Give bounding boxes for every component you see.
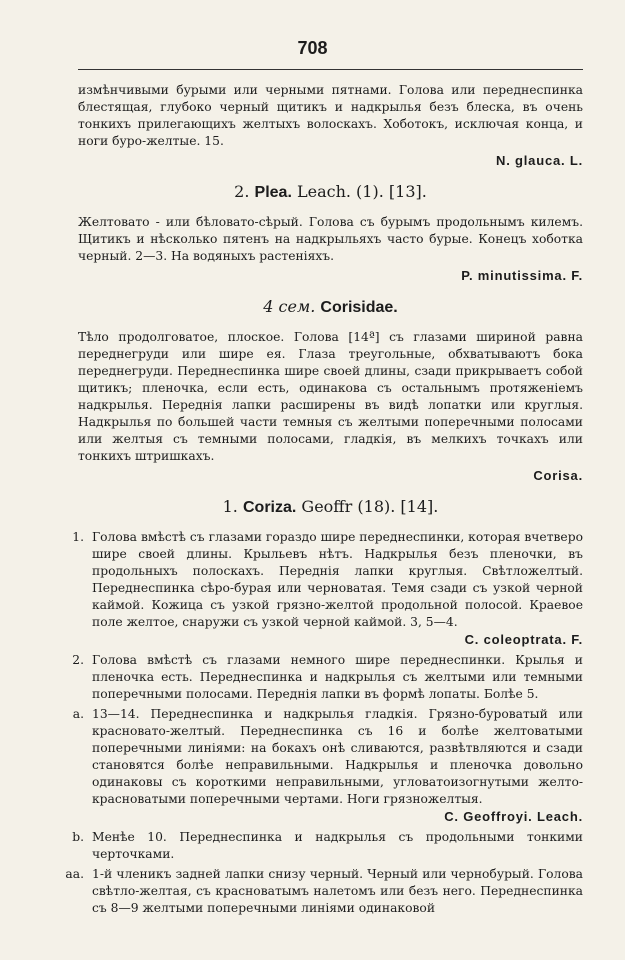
genus-heading-plea: 2. Plea. Leach. (1). [13]. xyxy=(234,182,427,201)
key-item xyxy=(72,529,583,649)
genus-reference: Corisa. xyxy=(533,468,583,483)
key-item xyxy=(65,866,583,917)
family-text: Тѣло продолговатое, плоское. Голова [14ª] съ глазами шириной равна переднегруди или шире ея. Глаза треугольные, обхватываютъ бока переднегруди. Переднеспинка шире своей длины, сзади прикрываетъ собой щитикъ; пленочка, если есть, одинакова съ остальнымъ протяженіемъ надкрылья. Переднія лапки расширены въ видѣ лопатки или круглыя. Надкрылья по большей части темныя съ желтыми поперечными полосами или желтыя съ темными полосами, гладкія, въ мелкихъ точкахъ или тонкихъ штришкахъ. xyxy=(78,330,583,463)
key-number: b. xyxy=(72,830,84,844)
key-item xyxy=(72,652,583,703)
key-number: 1. xyxy=(72,530,84,544)
plea-text: Желтовато - или бѣловато-сѣрый. Голова съ бурымъ продольнымъ килемъ. Щитикъ и нѣсколько пятенъ на надкрыльяхъ часто бурые. Конецъ хоботка черный. 2—3. На водяныхъ растеніяхъ. xyxy=(78,215,583,263)
page-number: 708 xyxy=(297,38,328,58)
key-text: Менѣе 10. Переднеспинка и надкрылья съ продольными тонкими черточками. xyxy=(92,830,583,861)
key-number: 2. xyxy=(72,653,84,667)
family-heading: 4 сем. Corisidae. xyxy=(263,297,398,316)
header-rule xyxy=(78,69,583,70)
family-paragraph xyxy=(78,329,583,484)
top-paragraph xyxy=(78,82,583,169)
key-number: a. xyxy=(72,707,84,721)
key-text: Голова вмѣстѣ съ глазами гораздо шире переднеспинки, которая вчетверо шире своей длины. Крыльевъ нѣтъ. Надкрылья безъ пленочки, въ продольныхъ полоскахъ. Переднія лапки круглыя. Свѣтложелтый. Переднеспинка сѣро-бурая или черноватая. Темя сзади съ узкой черной каймой. Кожица съ узкой грязно-желтой продольной полосой. Краевое поле желтое, снаружи съ узкой черной каймой. 3, 5—4. xyxy=(92,530,583,629)
species-name: P. minutissima. F. xyxy=(461,268,583,283)
key-number: aa. xyxy=(65,867,84,881)
key-item xyxy=(72,829,583,863)
key-text: 13—14. Переднеспинка и надкрылья гладкія. Грязно-буроватый или красновато-желтый. Переднеспинка съ 16 и болѣе желтоватыми поперечными линіями: на бокахъ онѣ сливаются, развѣтвляются и сзади становятся болѣе неправильными. Надкрылья и пленочка довольно одинаковы съ короткими неправильными, угловатоизогнутыми желто-красноватыми поперечными чертами. Ноги грязножелтыя. xyxy=(92,707,583,806)
key-list xyxy=(65,529,583,917)
plea-paragraph xyxy=(78,214,583,284)
key-text: 1-й членикъ задней лапки снизу черный. Черный или чернобурый. Голова свѣтло-желтая, съ красноватымъ налетомъ или безъ него. Переднеспинка съ 8—9 желтыми поперечными линіями одинаковой xyxy=(92,867,583,915)
top-paragraph-text: измѣнчивыми бурыми или черными пятнами. Голова или переднеспинка блестящая, глубоко черный щитикъ и надкрылья безъ блеска, въ очень тонкихъ прилегающихъ желтыхъ волоскахъ. Хоботокъ, исключая конца, и ноги буро-желтые. 15. xyxy=(78,83,583,148)
genus-heading-coriza: 1. Coriza. Geoffr (18). [14]. xyxy=(222,497,439,516)
key-text: Голова вмѣстѣ съ глазами немного шире переднеспинки. Крылья и пленочка есть. Переднеспинка и надкрылья съ желтыми или темными поперечными полосами. Переднія лапки въ формѣ лопаты. Болѣе 5. xyxy=(92,653,583,701)
species-name: N. glauca. L. xyxy=(496,153,583,168)
key-item xyxy=(72,706,583,826)
species-name: C. coleoptrata. F. xyxy=(464,632,583,647)
species-name: C. Geoffroyi. Leach. xyxy=(444,809,583,824)
